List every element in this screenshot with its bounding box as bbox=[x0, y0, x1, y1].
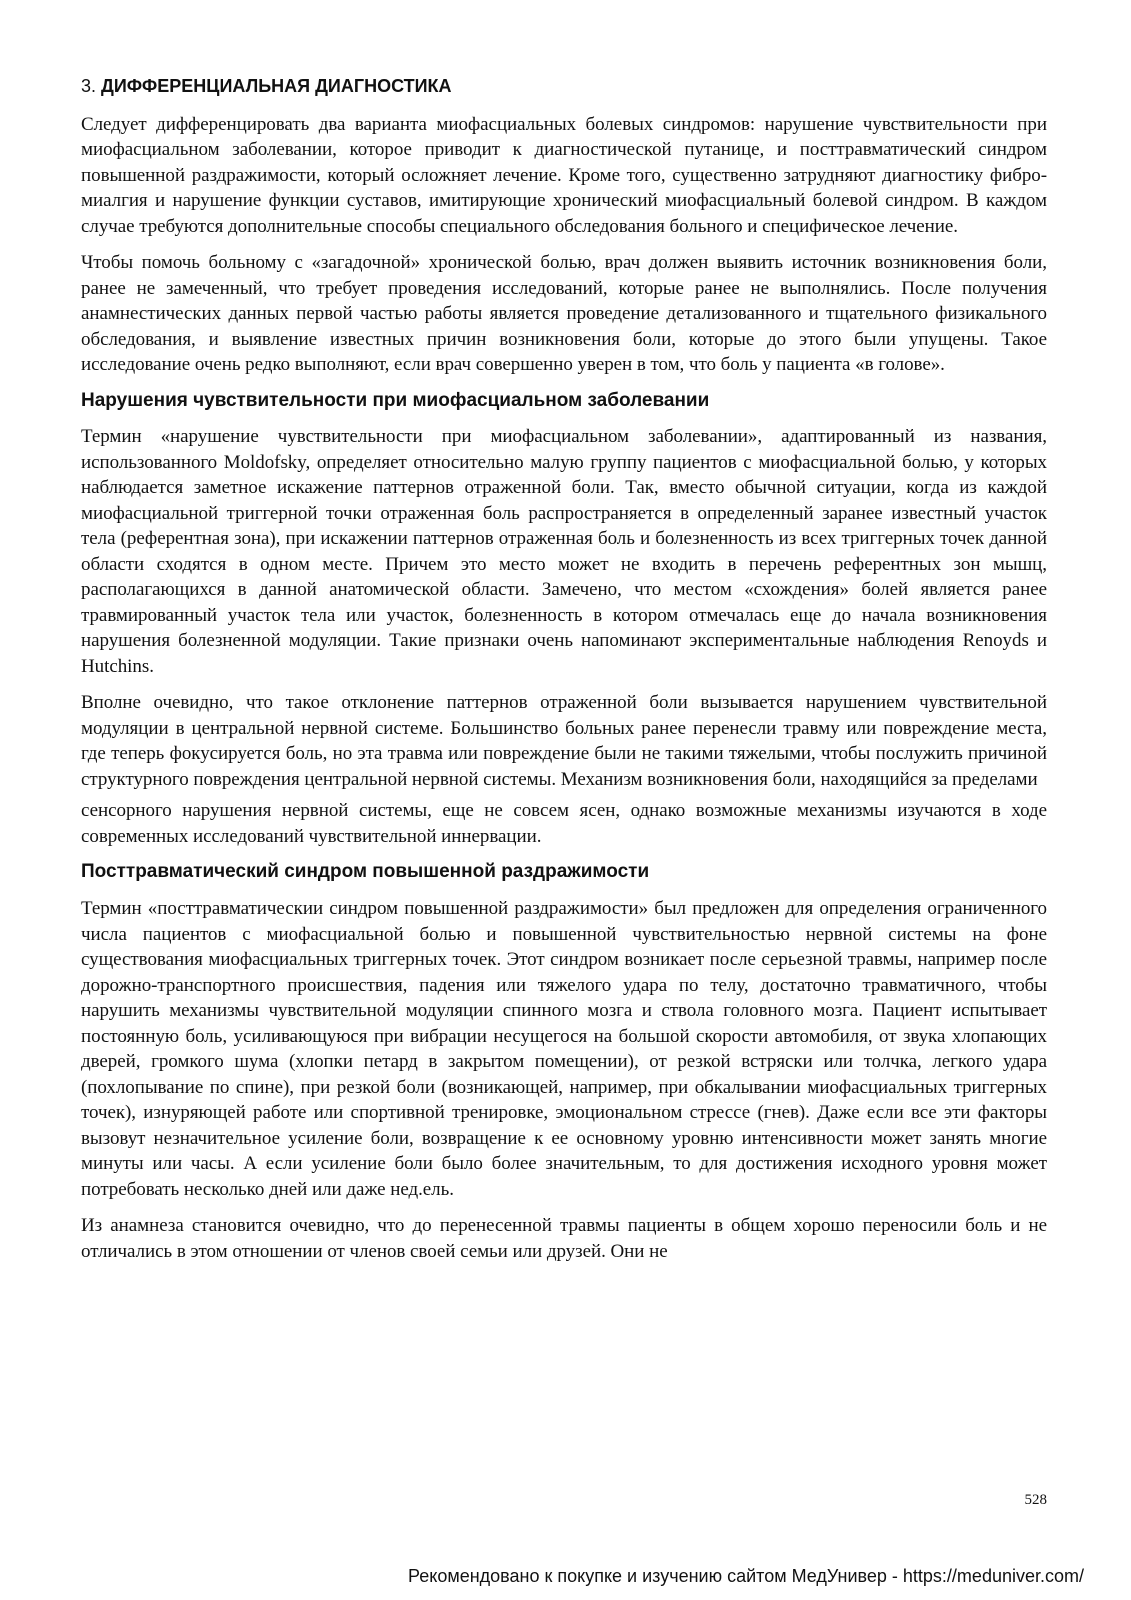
section-title: ДИФФЕРЕНЦИАЛЬНАЯ ДИАГНОСТИКА bbox=[101, 76, 452, 96]
section-heading bbox=[81, 76, 1047, 98]
posttraumatic-paragraph-1: Термин «посттравматическии синдром повышенной раздражимости» был предложен для определения ограниченного числа пациентов с миофасциальной болью и повышенной чувствительностью нервной системы на фоне существования миофасциальных триггерных точек. Этот синдром возникает после серьезной травмы, например после дорожно-транспортного происшествия, падения или тяжелого удара по телу, достаточно травматичного, чтобы нарушить механизмы чувствительной модуляции спинного мозга и ствола головного мозга. Пациент испытывает постоянную боль, усиливающуюся при вибрации несущегося на большой скорости автомобиля, от звука хлопающих дверей, громкого шума (хлопки петард в закрытом помещении), от резкой встряски или толчка, легкого удара (похлопывание по спине), при резкой боли (возникающей, например, при обкалывании миофасциальных триггерных точек), изнуряющей работе или спортивной тренировке, эмоциональном стрессе (гнев). Даже если все эти факторы вызовут незначительное усиление боли, возвращение к ее основному уровню интенсивности может занять многие минуты или часы. А если усиление боли было более значительным, то для достижения исходного уровня может потребовать несколько дней или даже нед.ель. bbox=[81, 898, 1047, 1200]
intro-paragraph-1: Следует дифференцировать два варианта миофасциальных болевых синдромов: нарушение чувствительности при миофасциальном заболевании, которое приводит к диагностической путанице, и посттравматический синдром повышенной раздражимости, который осложняет лечение. Кроме того, существенно затрудняют диагностику фибро-миалгия и нарушение функции суставов, имитирующие хронический миофасциальный болевой синдром. В каждом случае требуются дополнительные способы специального обследования больного и специфическое лечение. bbox=[81, 113, 1047, 237]
sensitivity-paragraph-1: Термин «нарушение чувствительности при миофасциальном заболевании», адаптированный из названия, использованного Moldofsky, определяет относительно малую группу пациентов с миофасциальной болью, у которых наблюдается заметное искажение паттернов отраженной боли. Так, вместо обычной ситуации, когда из каждой миофасциальной триггерной точки отраженная боль распространяется в определенный заранее известный участок тела (референтная зона), при искажении паттернов отраженная боль и болезненность из всех триггерных точек данной области сходятся в одном месте. Причем это место может не входить в перечень референтных зон мышц, располагающихся в данной анатомической области. Замечено, что местом «схождения» болей является ранее травмированный участок тела или участок, болезненность в котором отмечалась еще до начала возникновения нарушения болезненной модуляции. Такие признаки очень напоминают экспериментальные наблюдения Renoyds и Hutchins. bbox=[81, 426, 1047, 677]
subsection-heading-posttraumatic: Посттравматический синдром повышенной раздражимости bbox=[81, 861, 650, 883]
intro-paragraph-2: Чтобы помочь больному с «загадочной» хронической болью, врач должен выявить источник возникновения боли, ранее не замеченный, что требует проведения исследований, которые ранее не выполнялись. После получения анамнестических данных первой частью работы является проведение детализованного и тщательного физикального обследования, и выявление известных причин возникновения боли, которые до этого были упущены. Такое исследование очень редко выполняют, если врач совершенно уверен в том, что боль у пациента «в голове». bbox=[81, 252, 1047, 376]
footer-recommendation: Рекомендовано к покупке и изучению сайтом МедУнивер - https://meduniver.com/ bbox=[408, 1566, 1084, 1586]
sensitivity-paragraph-2: Вполне очевидно, что такое отклонение паттернов отраженной боли вызывается нарушением чувствительной модуляции в центральной нервной системе. Большинство больных ранее перенесли травму или повреждение места, где теперь фокусируется боль, но эта травма или повреждение были не такими тяжелыми, чтобы послужить причиной структурного повреждения центральной нервной системы. Механизм возникновения боли, находящийся за пределами bbox=[81, 692, 1047, 790]
posttraumatic-paragraph-2: Из анамнеза становится очевидно, что до перенесенной травмы пациенты в общем хорошо переносили боль и не отличались в этом отношении от членов своей семьи или друзей. Они не bbox=[81, 1215, 1047, 1262]
section-number: 3. bbox=[81, 76, 97, 96]
document-page bbox=[81, 76, 1047, 1275]
subsection-heading-sensitivity: Нарушения чувствительности при миофасциальном заболевании bbox=[81, 389, 710, 411]
sensitivity-paragraph-3: сенсорного нарушения нервной системы, еще не совсем ясен, однако возможные механизмы изучаются в ходе современных исследований чувствительной иннервации. bbox=[81, 800, 1047, 847]
page-number: 528 bbox=[1024, 1492, 1047, 1508]
